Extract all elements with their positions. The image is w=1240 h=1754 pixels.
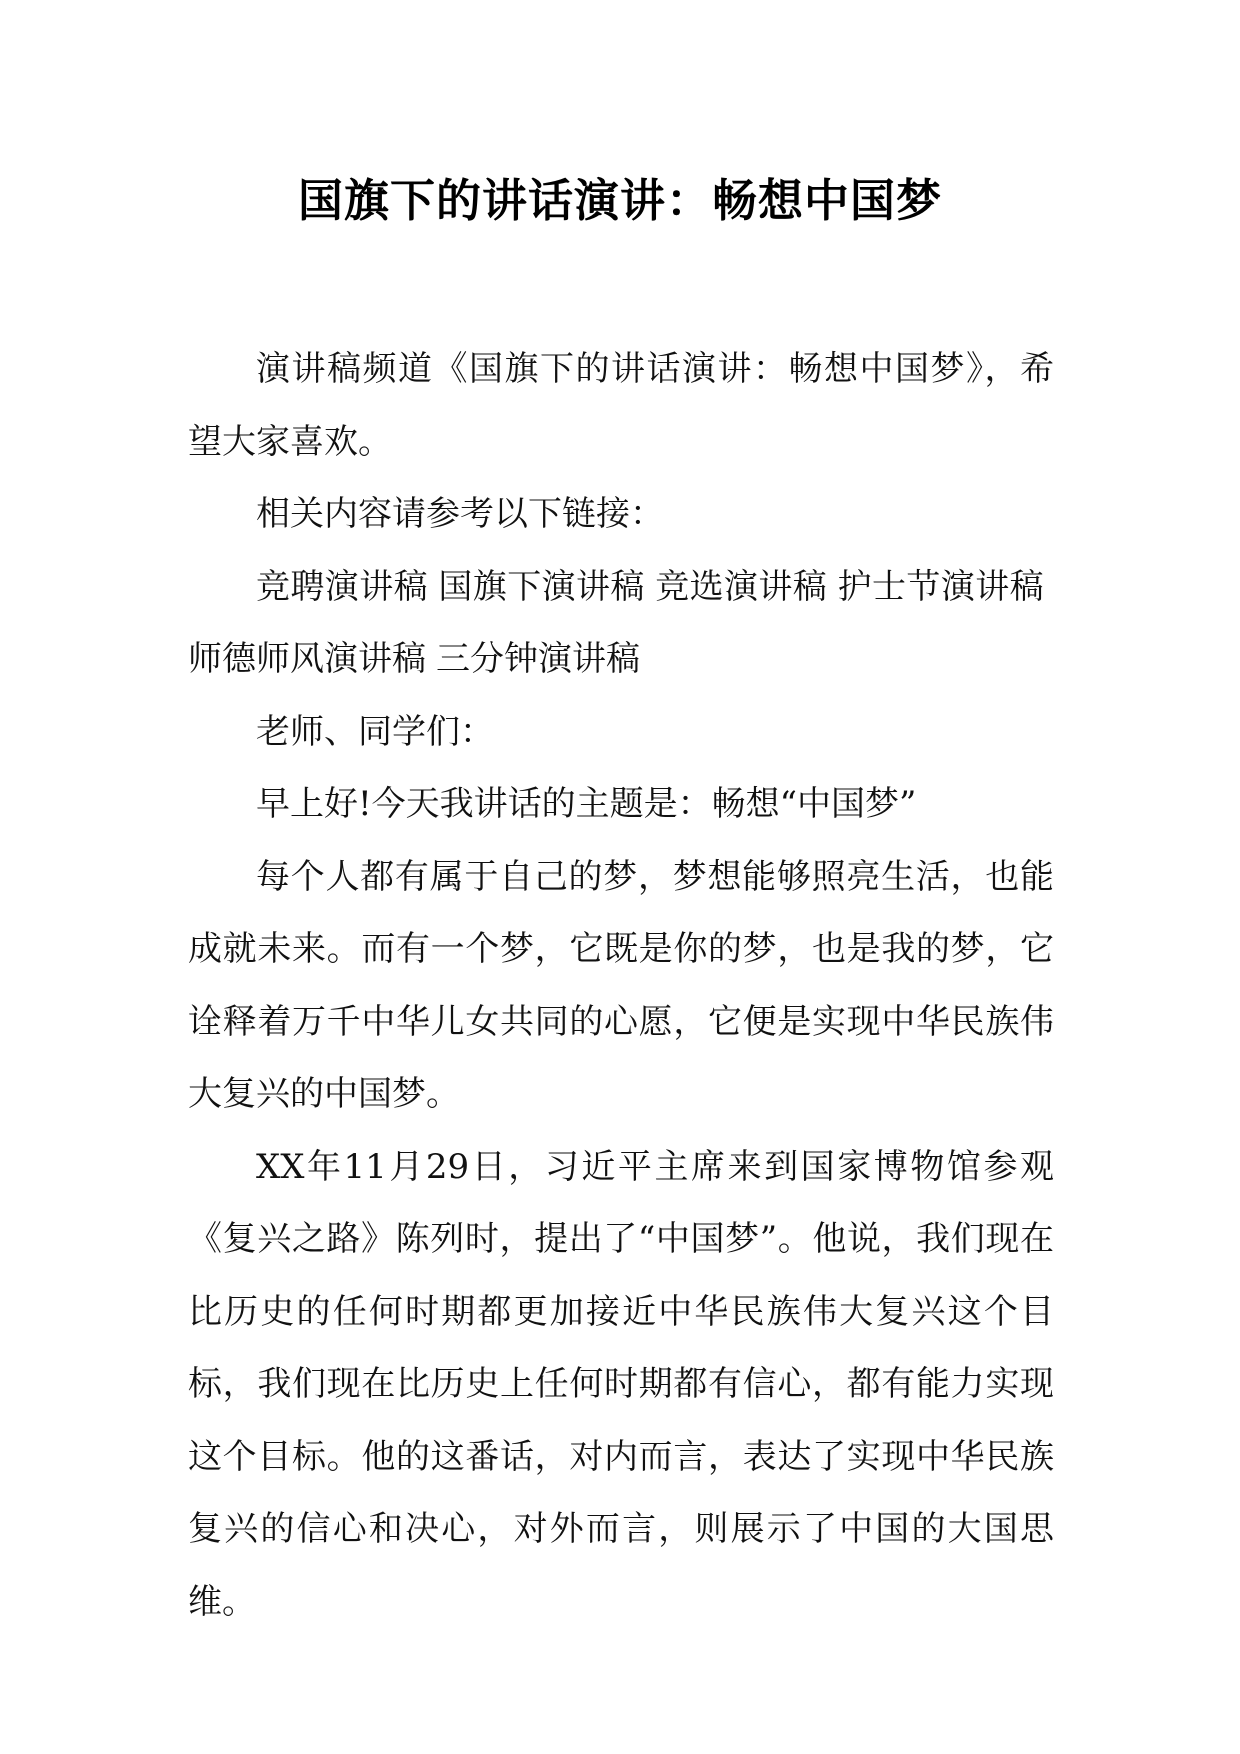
greeting-paragraph: 老师、同学们： <box>256 711 494 752</box>
opening-paragraph: 早上好!今天我讲话的主题是：畅想“中国梦” <box>256 784 917 824</box>
link-item[interactable]: 国旗下演讲稿 <box>438 566 645 607</box>
related-links <box>188 551 1054 696</box>
link-item[interactable]: 护士节演讲稿 <box>837 566 1045 607</box>
link-item[interactable]: 三分钟演讲稿 <box>436 639 640 679</box>
body-paragraph-1: 每个人都有属于自己的梦，梦想能够照亮生活，也能成就未来。而有一个梦，它既是你的梦，也是我的梦，它诠释着万千中华儿女共同的心愿，它便是实现中华民族伟大复兴的中国梦。 <box>188 856 1054 1114</box>
body-paragraph-2: XX年11月29日，习近平主席来到国家博物馆参观《复兴之路》陈列时，提出了“中国梦”。他说，我们现在比历史的任何时期都更加接近中华民族伟大复兴这个目标，我们现在比历史上任何时期都有信心，都有能力实现这个目标。他的这番话，对内而言，表达了实现中华民族复兴的信心和决心，对外而言，则展示了中国的大国思维。 <box>188 1146 1054 1622</box>
document-body <box>188 333 1054 1638</box>
link-item[interactable]: 竞聘演讲稿 <box>256 566 428 607</box>
link-item[interactable]: 师德师风演讲稿 <box>188 639 426 679</box>
document-title: 国旗下的讲话演讲：畅想中国梦 <box>297 174 942 227</box>
links-label: 相关内容请参考以下链接： <box>256 494 664 534</box>
intro-paragraph: 演讲稿频道《国旗下的讲话演讲：畅想中国梦》，希望大家喜欢。 <box>188 349 1054 462</box>
link-item[interactable]: 竞选演讲稿 <box>654 566 828 607</box>
